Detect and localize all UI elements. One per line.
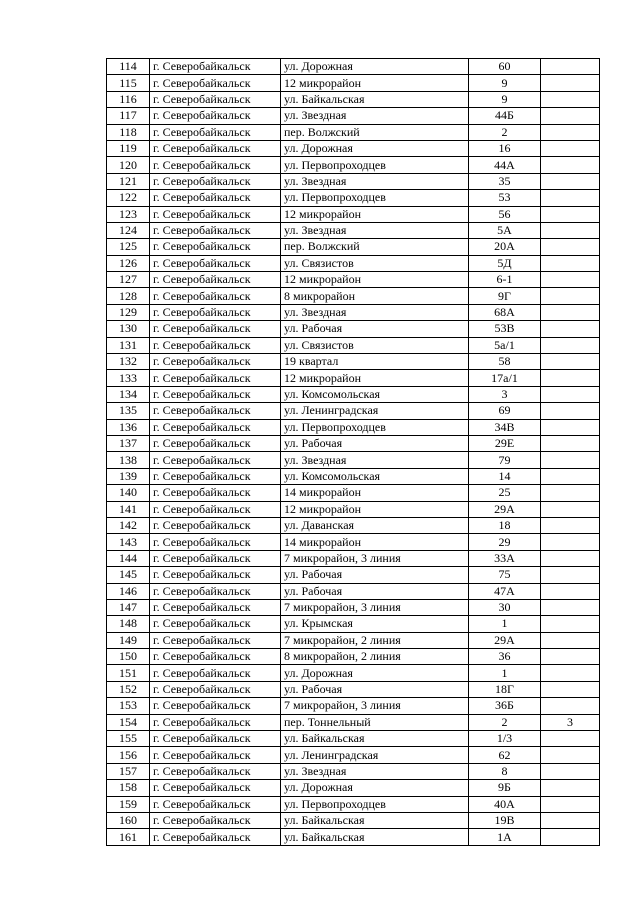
row-number: 114 bbox=[107, 59, 150, 75]
extra-cell bbox=[541, 140, 600, 156]
house-number-cell: 68А bbox=[469, 304, 541, 320]
extra-cell bbox=[541, 452, 600, 468]
extra-cell bbox=[541, 403, 600, 419]
extra-cell bbox=[541, 321, 600, 337]
extra-cell bbox=[541, 599, 600, 615]
extra-cell bbox=[541, 829, 600, 845]
extra-cell bbox=[541, 288, 600, 304]
table-row bbox=[107, 435, 600, 451]
table-row bbox=[107, 59, 600, 75]
city-cell: г. Северобайкальск bbox=[150, 731, 281, 747]
table-row bbox=[107, 583, 600, 599]
row-number: 117 bbox=[107, 108, 150, 124]
city-cell: г. Северобайкальск bbox=[150, 419, 281, 435]
street-cell: ул. Связистов bbox=[281, 337, 469, 353]
city-cell: г. Северобайкальск bbox=[150, 747, 281, 763]
extra-cell bbox=[541, 222, 600, 238]
street-cell: ул. Первопроходцев bbox=[281, 419, 469, 435]
city-cell: г. Северобайкальск bbox=[150, 173, 281, 189]
extra-cell bbox=[541, 354, 600, 370]
row-number: 144 bbox=[107, 550, 150, 566]
house-number-cell: 47А bbox=[469, 583, 541, 599]
city-cell: г. Северобайкальск bbox=[150, 337, 281, 353]
house-number-cell: 30 bbox=[469, 599, 541, 615]
table-row bbox=[107, 304, 600, 320]
city-cell: г. Северобайкальск bbox=[150, 140, 281, 156]
city-cell: г. Северобайкальск bbox=[150, 124, 281, 140]
city-cell: г. Северобайкальск bbox=[150, 222, 281, 238]
row-number: 131 bbox=[107, 337, 150, 353]
house-number-cell: 53 bbox=[469, 190, 541, 206]
row-number: 147 bbox=[107, 599, 150, 615]
row-number: 140 bbox=[107, 485, 150, 501]
extra-cell bbox=[541, 190, 600, 206]
city-cell: г. Северобайкальск bbox=[150, 91, 281, 107]
extra-cell bbox=[541, 435, 600, 451]
street-cell: ул. Байкальская bbox=[281, 91, 469, 107]
house-number-cell: 36Б bbox=[469, 698, 541, 714]
city-cell: г. Северобайкальск bbox=[150, 550, 281, 566]
house-number-cell: 1 bbox=[469, 616, 541, 632]
extra-cell bbox=[541, 91, 600, 107]
table-row bbox=[107, 681, 600, 697]
city-cell: г. Северобайкальск bbox=[150, 190, 281, 206]
extra-cell bbox=[541, 272, 600, 288]
table-row bbox=[107, 550, 600, 566]
street-cell: ул. Дорожная bbox=[281, 780, 469, 796]
extra-cell bbox=[541, 239, 600, 255]
row-number: 155 bbox=[107, 731, 150, 747]
row-number: 128 bbox=[107, 288, 150, 304]
street-cell: ул. Связистов bbox=[281, 255, 469, 271]
table-row bbox=[107, 796, 600, 812]
row-number: 126 bbox=[107, 255, 150, 271]
table-row bbox=[107, 337, 600, 353]
city-cell: г. Северобайкальск bbox=[150, 780, 281, 796]
table-row bbox=[107, 75, 600, 91]
street-cell: ул. Первопроходцев bbox=[281, 190, 469, 206]
house-number-cell: 17а/1 bbox=[469, 370, 541, 386]
house-number-cell: 62 bbox=[469, 747, 541, 763]
house-number-cell: 1А bbox=[469, 829, 541, 845]
street-cell: 7 микрорайон, 2 линия bbox=[281, 632, 469, 648]
street-cell: 8 микрорайон, 2 линия bbox=[281, 649, 469, 665]
city-cell: г. Северобайкальск bbox=[150, 485, 281, 501]
extra-cell: 3 bbox=[541, 714, 600, 730]
street-cell: пер. Волжский bbox=[281, 239, 469, 255]
row-number: 160 bbox=[107, 812, 150, 828]
table-row bbox=[107, 255, 600, 271]
row-number: 130 bbox=[107, 321, 150, 337]
extra-cell bbox=[541, 534, 600, 550]
city-cell: г. Северобайкальск bbox=[150, 763, 281, 779]
house-number-cell: 2 bbox=[469, 124, 541, 140]
house-number-cell: 20А bbox=[469, 239, 541, 255]
street-cell: ул. Звездная bbox=[281, 452, 469, 468]
street-cell: 12 микрорайон bbox=[281, 75, 469, 91]
table-row bbox=[107, 108, 600, 124]
extra-cell bbox=[541, 468, 600, 484]
row-number: 129 bbox=[107, 304, 150, 320]
city-cell: г. Северобайкальск bbox=[150, 239, 281, 255]
row-number: 143 bbox=[107, 534, 150, 550]
street-cell: ул. Комсомольская bbox=[281, 468, 469, 484]
house-number-cell: 3 bbox=[469, 386, 541, 402]
table-row bbox=[107, 599, 600, 615]
row-number: 136 bbox=[107, 419, 150, 435]
street-cell: ул. Рабочая bbox=[281, 321, 469, 337]
house-number-cell: 44А bbox=[469, 157, 541, 173]
row-number: 135 bbox=[107, 403, 150, 419]
extra-cell bbox=[541, 304, 600, 320]
house-number-cell: 33А bbox=[469, 550, 541, 566]
city-cell: г. Северобайкальск bbox=[150, 567, 281, 583]
table-row bbox=[107, 157, 600, 173]
house-number-cell: 29 bbox=[469, 534, 541, 550]
row-number: 141 bbox=[107, 501, 150, 517]
row-number: 154 bbox=[107, 714, 150, 730]
table-row bbox=[107, 452, 600, 468]
city-cell: г. Северобайкальск bbox=[150, 452, 281, 468]
table-row bbox=[107, 747, 600, 763]
row-number: 123 bbox=[107, 206, 150, 222]
city-cell: г. Северобайкальск bbox=[150, 616, 281, 632]
house-number-cell: 5а/1 bbox=[469, 337, 541, 353]
house-number-cell: 25 bbox=[469, 485, 541, 501]
extra-cell bbox=[541, 255, 600, 271]
row-number: 151 bbox=[107, 665, 150, 681]
extra-cell bbox=[541, 206, 600, 222]
street-cell: 7 микрорайон, 3 линия bbox=[281, 599, 469, 615]
extra-cell bbox=[541, 665, 600, 681]
table-row bbox=[107, 616, 600, 632]
city-cell: г. Северобайкальск bbox=[150, 583, 281, 599]
house-number-cell: 19В bbox=[469, 812, 541, 828]
row-number: 120 bbox=[107, 157, 150, 173]
street-cell: ул. Звездная bbox=[281, 222, 469, 238]
city-cell: г. Северобайкальск bbox=[150, 75, 281, 91]
street-cell: 8 микрорайон bbox=[281, 288, 469, 304]
table-row bbox=[107, 91, 600, 107]
row-number: 132 bbox=[107, 354, 150, 370]
city-cell: г. Северобайкальск bbox=[150, 599, 281, 615]
house-number-cell: 60 bbox=[469, 59, 541, 75]
table-row bbox=[107, 780, 600, 796]
city-cell: г. Северобайкальск bbox=[150, 321, 281, 337]
table-row bbox=[107, 386, 600, 402]
table-row bbox=[107, 206, 600, 222]
street-cell: пер. Волжский bbox=[281, 124, 469, 140]
house-number-cell: 56 bbox=[469, 206, 541, 222]
extra-cell bbox=[541, 517, 600, 533]
extra-cell bbox=[541, 698, 600, 714]
extra-cell bbox=[541, 649, 600, 665]
street-cell: ул. Звездная bbox=[281, 304, 469, 320]
extra-cell bbox=[541, 419, 600, 435]
house-number-cell: 29Е bbox=[469, 435, 541, 451]
city-cell: г. Северобайкальск bbox=[150, 386, 281, 402]
table-row bbox=[107, 534, 600, 550]
city-cell: г. Северобайкальск bbox=[150, 157, 281, 173]
table-row bbox=[107, 468, 600, 484]
row-number: 142 bbox=[107, 517, 150, 533]
extra-cell bbox=[541, 731, 600, 747]
street-cell: ул. Первопроходцев bbox=[281, 157, 469, 173]
row-number: 134 bbox=[107, 386, 150, 402]
house-number-cell: 40А bbox=[469, 796, 541, 812]
street-cell: ул. Рабочая bbox=[281, 567, 469, 583]
street-cell: 19 квартал bbox=[281, 354, 469, 370]
city-cell: г. Северобайкальск bbox=[150, 714, 281, 730]
street-cell: 7 микрорайон, 3 линия bbox=[281, 698, 469, 714]
city-cell: г. Северобайкальск bbox=[150, 468, 281, 484]
row-number: 148 bbox=[107, 616, 150, 632]
house-number-cell: 18 bbox=[469, 517, 541, 533]
table-row bbox=[107, 288, 600, 304]
city-cell: г. Северобайкальск bbox=[150, 304, 281, 320]
extra-cell bbox=[541, 747, 600, 763]
row-number: 116 bbox=[107, 91, 150, 107]
street-cell: ул. Звездная bbox=[281, 173, 469, 189]
house-number-cell: 75 bbox=[469, 567, 541, 583]
table-row bbox=[107, 173, 600, 189]
row-number: 118 bbox=[107, 124, 150, 140]
house-number-cell: 6-1 bbox=[469, 272, 541, 288]
extra-cell bbox=[541, 681, 600, 697]
street-cell: ул. Звездная bbox=[281, 763, 469, 779]
house-number-cell: 9 bbox=[469, 75, 541, 91]
table-row bbox=[107, 714, 600, 730]
street-cell: 12 микрорайон bbox=[281, 370, 469, 386]
extra-cell bbox=[541, 370, 600, 386]
house-number-cell: 5Д bbox=[469, 255, 541, 271]
table-row bbox=[107, 403, 600, 419]
row-number: 133 bbox=[107, 370, 150, 386]
row-number: 125 bbox=[107, 239, 150, 255]
table-row bbox=[107, 731, 600, 747]
extra-cell bbox=[541, 567, 600, 583]
table-row bbox=[107, 485, 600, 501]
street-cell: ул. Ленинградская bbox=[281, 747, 469, 763]
street-cell: ул. Рабочая bbox=[281, 583, 469, 599]
street-cell: ул. Рабочая bbox=[281, 681, 469, 697]
row-number: 153 bbox=[107, 698, 150, 714]
address-table-body bbox=[107, 59, 600, 846]
row-number: 115 bbox=[107, 75, 150, 91]
extra-cell bbox=[541, 75, 600, 91]
city-cell: г. Северобайкальск bbox=[150, 665, 281, 681]
table-row bbox=[107, 665, 600, 681]
street-cell: ул. Дорожная bbox=[281, 665, 469, 681]
house-number-cell: 36 bbox=[469, 649, 541, 665]
street-cell: ул. Звездная bbox=[281, 108, 469, 124]
table-row bbox=[107, 140, 600, 156]
street-cell: ул. Байкальская bbox=[281, 812, 469, 828]
table-row bbox=[107, 763, 600, 779]
house-number-cell: 8 bbox=[469, 763, 541, 779]
house-number-cell: 79 bbox=[469, 452, 541, 468]
city-cell: г. Северобайкальск bbox=[150, 698, 281, 714]
table-row bbox=[107, 501, 600, 517]
city-cell: г. Северобайкальск bbox=[150, 435, 281, 451]
extra-cell bbox=[541, 812, 600, 828]
city-cell: г. Северобайкальск bbox=[150, 649, 281, 665]
extra-cell bbox=[541, 108, 600, 124]
city-cell: г. Северобайкальск bbox=[150, 812, 281, 828]
extra-cell bbox=[541, 583, 600, 599]
street-cell: ул. Дорожная bbox=[281, 59, 469, 75]
table-row bbox=[107, 632, 600, 648]
city-cell: г. Северобайкальск bbox=[150, 796, 281, 812]
city-cell: г. Северобайкальск bbox=[150, 108, 281, 124]
city-cell: г. Северобайкальск bbox=[150, 534, 281, 550]
table-row bbox=[107, 812, 600, 828]
extra-cell bbox=[541, 550, 600, 566]
table-row bbox=[107, 272, 600, 288]
row-number: 121 bbox=[107, 173, 150, 189]
extra-cell bbox=[541, 616, 600, 632]
extra-cell bbox=[541, 386, 600, 402]
city-cell: г. Северобайкальск bbox=[150, 59, 281, 75]
table-row bbox=[107, 124, 600, 140]
row-number: 127 bbox=[107, 272, 150, 288]
street-cell: 12 микрорайон bbox=[281, 501, 469, 517]
extra-cell bbox=[541, 632, 600, 648]
street-cell: 12 микрорайон bbox=[281, 272, 469, 288]
extra-cell bbox=[541, 124, 600, 140]
street-cell: пер. Тоннельный bbox=[281, 714, 469, 730]
house-number-cell: 34В bbox=[469, 419, 541, 435]
table-row bbox=[107, 698, 600, 714]
extra-cell bbox=[541, 763, 600, 779]
extra-cell bbox=[541, 173, 600, 189]
house-number-cell: 18Г bbox=[469, 681, 541, 697]
row-number: 124 bbox=[107, 222, 150, 238]
table-row bbox=[107, 190, 600, 206]
row-number: 152 bbox=[107, 681, 150, 697]
house-number-cell: 1/3 bbox=[469, 731, 541, 747]
table-row bbox=[107, 321, 600, 337]
city-cell: г. Северобайкальск bbox=[150, 681, 281, 697]
table-row bbox=[107, 517, 600, 533]
extra-cell bbox=[541, 337, 600, 353]
house-number-cell: 9Г bbox=[469, 288, 541, 304]
street-cell: ул. Даванская bbox=[281, 517, 469, 533]
city-cell: г. Северобайкальск bbox=[150, 288, 281, 304]
house-number-cell: 9Б bbox=[469, 780, 541, 796]
table-row bbox=[107, 354, 600, 370]
row-number: 122 bbox=[107, 190, 150, 206]
city-cell: г. Северобайкальск bbox=[150, 272, 281, 288]
city-cell: г. Северобайкальск bbox=[150, 206, 281, 222]
row-number: 156 bbox=[107, 747, 150, 763]
table-row bbox=[107, 649, 600, 665]
street-cell: 14 микрорайон bbox=[281, 534, 469, 550]
table-row bbox=[107, 829, 600, 845]
street-cell: ул. Байкальская bbox=[281, 731, 469, 747]
street-cell: ул. Первопроходцев bbox=[281, 796, 469, 812]
house-number-cell: 2 bbox=[469, 714, 541, 730]
house-number-cell: 29А bbox=[469, 632, 541, 648]
house-number-cell: 1 bbox=[469, 665, 541, 681]
table-row bbox=[107, 419, 600, 435]
street-cell: ул. Ленинградская bbox=[281, 403, 469, 419]
table-row bbox=[107, 239, 600, 255]
street-cell: 14 микрорайон bbox=[281, 485, 469, 501]
extra-cell bbox=[541, 780, 600, 796]
street-cell: ул. Комсомольская bbox=[281, 386, 469, 402]
extra-cell bbox=[541, 501, 600, 517]
street-cell: ул. Рабочая bbox=[281, 435, 469, 451]
house-number-cell: 44Б bbox=[469, 108, 541, 124]
row-number: 157 bbox=[107, 763, 150, 779]
address-table bbox=[106, 58, 600, 846]
row-number: 159 bbox=[107, 796, 150, 812]
row-number: 145 bbox=[107, 567, 150, 583]
city-cell: г. Северобайкальск bbox=[150, 255, 281, 271]
row-number: 139 bbox=[107, 468, 150, 484]
row-number: 119 bbox=[107, 140, 150, 156]
city-cell: г. Северобайкальск bbox=[150, 632, 281, 648]
table-row bbox=[107, 222, 600, 238]
row-number: 161 bbox=[107, 829, 150, 845]
extra-cell bbox=[541, 157, 600, 173]
city-cell: г. Северобайкальск bbox=[150, 403, 281, 419]
house-number-cell: 14 bbox=[469, 468, 541, 484]
street-cell: ул. Крымская bbox=[281, 616, 469, 632]
city-cell: г. Северобайкальск bbox=[150, 354, 281, 370]
extra-cell bbox=[541, 796, 600, 812]
house-number-cell: 29А bbox=[469, 501, 541, 517]
table-row bbox=[107, 567, 600, 583]
city-cell: г. Северобайкальск bbox=[150, 829, 281, 845]
row-number: 149 bbox=[107, 632, 150, 648]
house-number-cell: 9 bbox=[469, 91, 541, 107]
house-number-cell: 69 bbox=[469, 403, 541, 419]
row-number: 137 bbox=[107, 435, 150, 451]
extra-cell bbox=[541, 59, 600, 75]
street-cell: 12 микрорайон bbox=[281, 206, 469, 222]
city-cell: г. Северобайкальск bbox=[150, 517, 281, 533]
street-cell: ул. Дорожная bbox=[281, 140, 469, 156]
street-cell: 7 микрорайон, 3 линия bbox=[281, 550, 469, 566]
house-number-cell: 53В bbox=[469, 321, 541, 337]
house-number-cell: 16 bbox=[469, 140, 541, 156]
table-row bbox=[107, 370, 600, 386]
extra-cell bbox=[541, 485, 600, 501]
city-cell: г. Северобайкальск bbox=[150, 370, 281, 386]
row-number: 146 bbox=[107, 583, 150, 599]
row-number: 138 bbox=[107, 452, 150, 468]
row-number: 158 bbox=[107, 780, 150, 796]
house-number-cell: 58 bbox=[469, 354, 541, 370]
house-number-cell: 35 bbox=[469, 173, 541, 189]
house-number-cell: 5А bbox=[469, 222, 541, 238]
city-cell: г. Северобайкальск bbox=[150, 501, 281, 517]
row-number: 150 bbox=[107, 649, 150, 665]
street-cell: ул. Байкальская bbox=[281, 829, 469, 845]
